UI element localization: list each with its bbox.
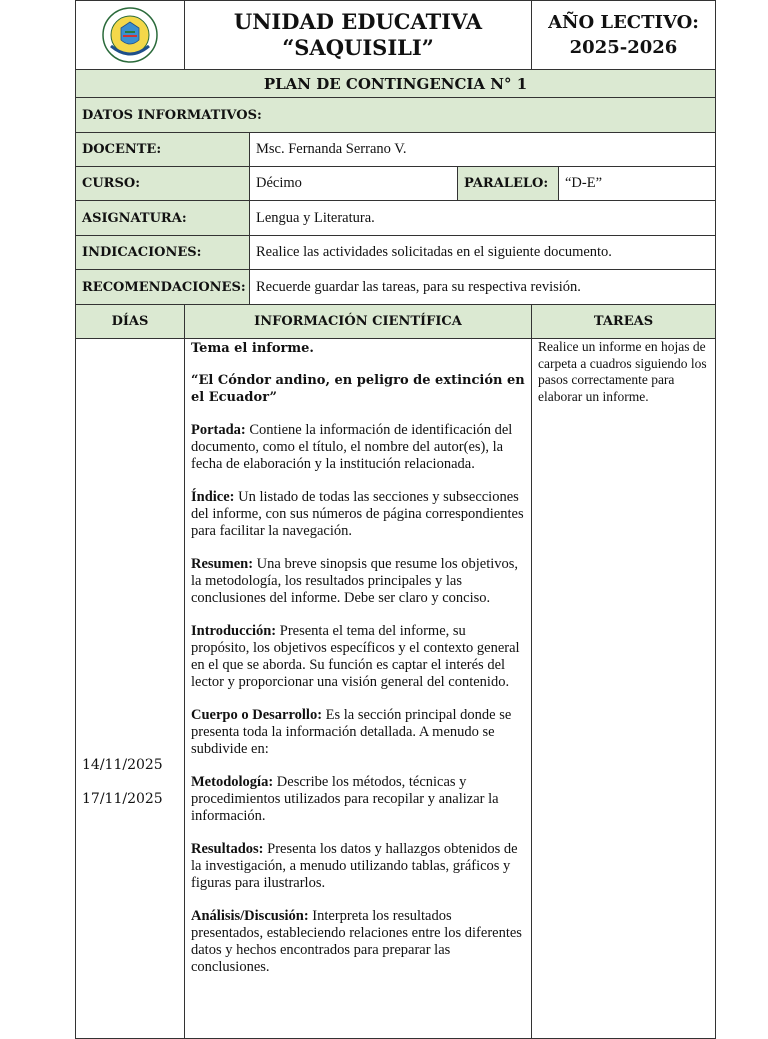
- docente-value: Msc. Fernanda Serrano V.: [250, 133, 716, 167]
- content-table: [75, 304, 716, 1039]
- year-label: AÑO LECTIVO:: [548, 12, 699, 33]
- section-term: Portada:: [191, 422, 246, 438]
- section-term: Cuerpo o Desarrollo:: [191, 707, 323, 723]
- section-resumen: [191, 556, 525, 607]
- document: [75, 0, 715, 1039]
- tareas-text: Realice un informe en hojas de carpeta a cuadros siguiendo los pasos correctamente para elaborar un informe.: [538, 339, 707, 404]
- section-cuerpo: [191, 707, 525, 758]
- indicaciones-label: INDICACIONES:: [76, 236, 250, 270]
- school-logo: [101, 6, 159, 64]
- datos-informativos: DATOS INFORMATIVOS:: [76, 98, 716, 133]
- school-name-cell: [185, 1, 532, 70]
- curso-value: Décimo: [250, 167, 458, 201]
- docente-label: DOCENTE:: [76, 133, 250, 167]
- section-text: Presenta los datos y hallazgos obtenidos de la investigación, a menudo utilizando tablas, gráficos y figuras para ilustrarlos.: [191, 841, 518, 891]
- tema-heading: Tema el informe.: [191, 341, 314, 356]
- section-text: Describe los métodos, técnicas y procedimientos utilizados para recopilar y analizar la información.: [191, 774, 499, 824]
- section-term: Análisis/Discusión:: [191, 908, 309, 924]
- recomendaciones-value: Recuerde guardar las tareas, para su respectiva revisión.: [250, 270, 716, 305]
- date-1: 14/11/2025: [82, 757, 163, 773]
- school-name-line1: UNIDAD EDUCATIVA: [233, 9, 483, 34]
- section-metodologia: [191, 774, 525, 825]
- section-text: Es la sección principal donde se presenta toda la información detallada. A menudo se subdivide en:: [191, 707, 512, 757]
- date-2: 17/11/2025: [82, 791, 163, 807]
- section-text: Una breve sinopsis que resume los objetivos, la metodología, los resultados principales y las conclusiones del informe. Debe ser claro y conciso.: [191, 556, 519, 606]
- section-analisis: [191, 908, 525, 976]
- info-cell: [185, 339, 532, 1039]
- section-text: Interpreta los resultados presentados, estableciendo relaciones entre los diferentes datos y hechos encontrados para preparar las conclusiones.: [191, 908, 522, 975]
- year-value: 2025-2026: [569, 37, 678, 58]
- header-table: [75, 0, 716, 70]
- paralelo-value: “D-E”: [559, 167, 716, 201]
- indicaciones-value: Realice las actividades solicitadas en el siguiente documento.: [250, 236, 716, 270]
- school-name-line2: “SAQUISILI”: [282, 35, 434, 60]
- col-header-tareas: TAREAS: [532, 305, 716, 339]
- section-resultados: [191, 841, 525, 892]
- section-text: Presenta el tema del informe, su propósito, los objetivos específicos y el contexto general en el que se aborda. Su función es captar el interés del lector y proporcionar una visión general del contenido.: [191, 623, 520, 690]
- section-term: Resumen:: [191, 556, 254, 572]
- section-term: Índice:: [191, 489, 235, 505]
- section-text: Contiene la información de identificación del documento, como el título, el nombre del autor(es), la fecha de elaboración y la institución relacionada.: [191, 422, 513, 472]
- section-term: Metodología:: [191, 774, 274, 790]
- tareas-cell: [532, 339, 716, 1039]
- report-title: “El Cóndor andino, en peligro de extinción en el Ecuador”: [191, 373, 525, 405]
- info-table: [75, 69, 716, 305]
- asignatura-value: Lengua y Literatura.: [250, 201, 716, 236]
- section-portada: [191, 422, 525, 473]
- dias-cell: [76, 339, 185, 1039]
- section-term: Introducción:: [191, 623, 277, 639]
- paralelo-label: PARALELO:: [458, 167, 559, 201]
- col-header-info: INFORMACIÓN CIENTÍFICA: [185, 305, 532, 339]
- curso-label: CURSO:: [76, 167, 250, 201]
- logo-cell: [76, 1, 185, 70]
- asignatura-label: ASIGNATURA:: [76, 201, 250, 236]
- plan-title: PLAN DE CONTINGENCIA N° 1: [76, 70, 716, 98]
- col-header-dias: DÍAS: [76, 305, 185, 339]
- section-term: Resultados:: [191, 841, 264, 857]
- section-introduccion: [191, 623, 525, 691]
- section-indice: [191, 489, 525, 540]
- year-cell: [532, 1, 716, 70]
- section-text: Un listado de todas las secciones y subsecciones del informe, con sus números de página correspondientes para facilitar la navegación.: [191, 489, 524, 539]
- recomendaciones-label: RECOMENDACIONES:: [76, 270, 250, 305]
